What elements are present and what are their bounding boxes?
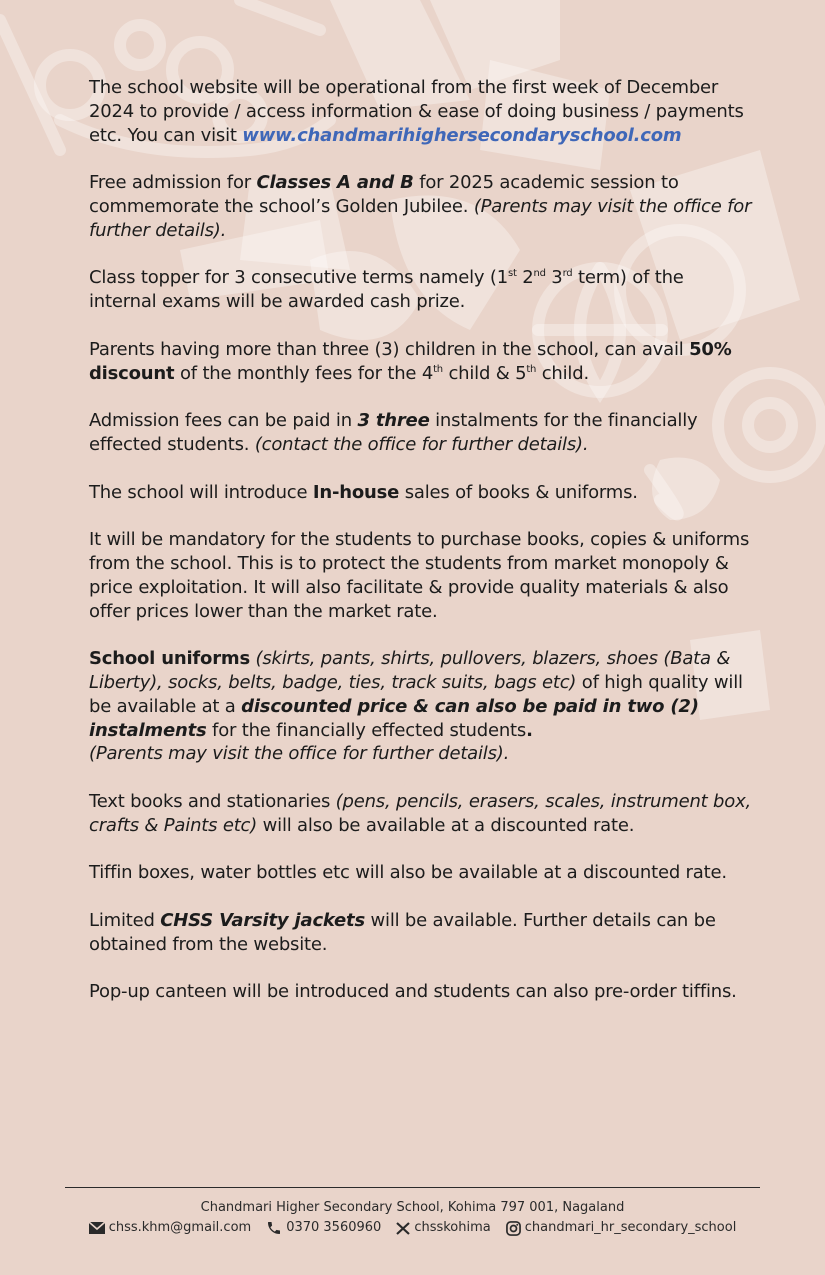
topper-term-2: 2 [516,267,534,289]
admission-rest: for 2025 academic session to commemorate the school’s Golden Jubilee. [89,172,679,217]
topper-term-3: 3 [545,267,563,289]
instagram-icon [506,1221,521,1236]
discount-bold: 50% discount [89,338,732,384]
main-content [89,76,754,1028]
jackets-paragraph [89,909,754,957]
uniforms-bold-italic: discounted price & can also be paid in two (2) instalments [89,695,699,741]
email-text: chss.khm@gmail.com [108,1220,252,1235]
mail-icon [89,1222,105,1234]
inhouse-bold: In-house [312,481,400,503]
tiffin-paragraph: Tiffin boxes, water bottles etc will also be available at a discounted rate. [89,862,727,884]
jackets-bold-italic: CHSS Varsity jackets [160,909,365,931]
footer-divider [65,1187,760,1188]
jackets-rest: will be available. Further details can be obtained from the website. [89,909,716,955]
instalments-note: (contact the office for further details). [254,433,589,455]
topper-lead: Class topper for 3 consecutive terms namely (1 [89,267,508,289]
instalments-bold: 3 three [357,410,430,432]
x-logo-icon [396,1222,410,1235]
textbooks-italic: (pens, pencils, erasers, scales, instrument box, crafts & Paints etc) [89,790,752,836]
instalments-lead: Admission fees can be paid in [89,410,358,432]
uniforms-mid: of high quality will be available at a [89,671,743,717]
uniforms-rest: for the financially effected students [206,719,527,741]
topper-sup-2: nd [533,268,546,280]
admission-lead: Free admission for [89,172,257,194]
discount-lead: Parents having more than three (3) children in the school, can avail [89,338,690,360]
uniforms-italic: (skirts, pants, shirts, pullovers, blazers, shoes (Bata & Liberty), socks, belts, badge, ties, track suits, bags etc) [89,648,731,693]
discount-paragraph [89,338,754,386]
inhouse-paragraph [89,481,754,505]
website-link[interactable]: www.chandmarihighersecondaryschool.com [242,124,682,146]
textbooks-lead: Text books and stationaries [89,790,336,812]
email-contact[interactable] [89,1219,252,1237]
topper-paragraph [89,266,754,314]
x-contact[interactable] [396,1219,490,1237]
phone-contact[interactable] [266,1219,381,1237]
topper-sup-3: rd [562,268,573,280]
admission-paragraph [89,171,754,242]
admission-note: (Parents may visit the office for further details). [89,195,752,241]
admission-classes: Classes A and B [256,172,414,194]
website-text: The school website will be operational from the first week of December 2024 to provide / access information & ease of doing business / payments etc. You can visit [89,77,744,146]
instalments-paragraph [89,409,754,457]
topper-rest: term) of the internal exams will be awarded cash prize. [89,267,684,313]
topper-sup-1: st [507,268,517,280]
discount-mid-2: child & 5 [442,362,527,384]
phone-text: 0370 3560960 [286,1220,382,1235]
inhouse-lead: The school will introduce [89,481,313,503]
x-text: chsskohima [414,1220,491,1235]
phone-icon [266,1220,282,1236]
discount-end: child. [536,362,589,384]
website-paragraph [89,76,754,147]
footer-contacts [0,1219,825,1237]
inhouse-rest: sales of books & uniforms. [399,481,638,503]
mandatory-paragraph: It will be mandatory for the students to purchase books, copies & uniforms from the school. This is to protect the students from market monopoly & price exploitation. It will also facilitate & provide quality materials & also offer prices lower than the market rate. [89,529,750,622]
textbooks-paragraph [89,790,754,838]
discount-sup-2: th [526,363,537,375]
uniforms-period: . [526,719,533,741]
canteen-paragraph: Pop-up canteen will be introduced and students can also pre-order tiffins. [89,981,737,1003]
discount-mid: of the monthly fees for the 4 [174,362,434,384]
uniforms-paragraph [89,647,754,766]
instagram-text: chandmari_hr_secondary_school [524,1220,737,1235]
instalments-rest: instalments for the financially effected students. [89,410,698,455]
textbooks-rest: will also be available at a discounted rate. [257,814,635,836]
discount-sup-1: th [433,363,443,375]
footer-address: Chandmari Higher Secondary School, Kohima 797 001, Nagaland [200,1200,625,1215]
uniforms-bold: School uniforms [89,648,250,670]
jackets-lead: Limited [89,909,161,931]
instagram-contact[interactable] [506,1219,737,1237]
uniforms-note: (Parents may visit the office for further details). [89,743,510,765]
